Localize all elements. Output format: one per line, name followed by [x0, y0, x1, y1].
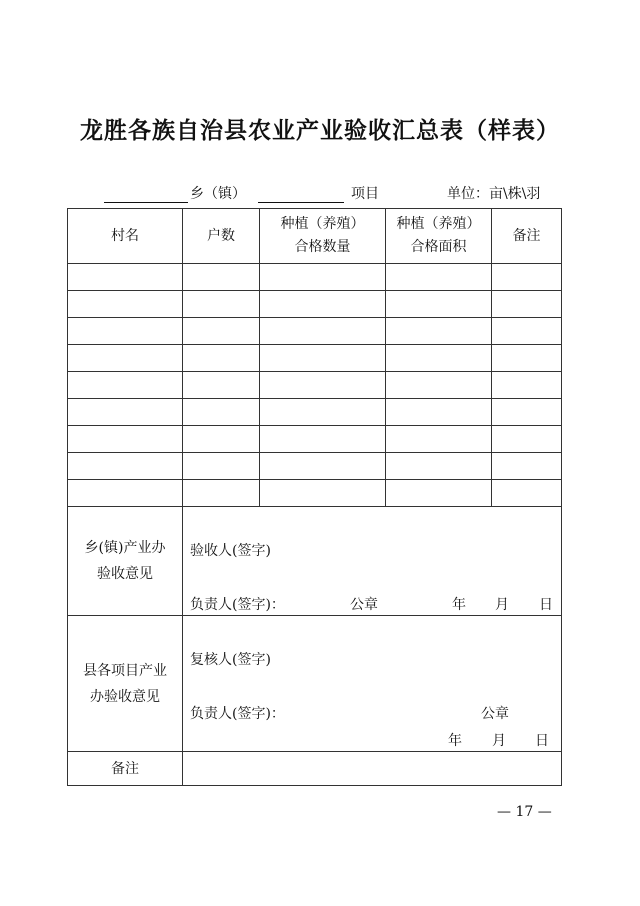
town-label: 乡（镇）: [190, 186, 246, 202]
remarks-row: [68, 752, 562, 786]
area-cell[interactable]: [386, 345, 492, 372]
village-cell[interactable]: [68, 372, 183, 399]
form-title: 龙胜各族自治县农业产业验收汇总表（样表）: [80, 118, 560, 144]
county-label-line1: 县各项目产业: [83, 662, 167, 679]
unit-label: 单位：亩\株\羽: [447, 186, 541, 202]
quantity-cell[interactable]: [260, 399, 386, 426]
households-cell[interactable]: [183, 453, 260, 480]
households-cell[interactable]: [183, 372, 260, 399]
county-year: 年: [448, 733, 462, 749]
town-blank-line: [104, 202, 188, 203]
village-cell[interactable]: [68, 480, 183, 507]
households-cell[interactable]: [183, 480, 260, 507]
table-row: [68, 372, 562, 399]
table-row: [68, 399, 562, 426]
households-cell[interactable]: [183, 426, 260, 453]
town-seal: 公章: [350, 597, 378, 613]
header-qualified-area: [386, 209, 492, 264]
table-row: [68, 264, 562, 291]
households-cell[interactable]: [183, 318, 260, 345]
remarks-cell[interactable]: [492, 264, 562, 291]
remarks-cell[interactable]: [492, 345, 562, 372]
town-month: 月: [495, 597, 509, 613]
village-cell[interactable]: [68, 345, 183, 372]
quantity-cell[interactable]: [260, 453, 386, 480]
remarks-cell[interactable]: [492, 426, 562, 453]
village-cell[interactable]: [68, 426, 183, 453]
remarks-cell[interactable]: [492, 318, 562, 345]
header-remarks: 备注: [492, 209, 562, 264]
remarks-label: 备注: [68, 752, 183, 786]
header-area-line1: 种植（养殖）: [396, 216, 481, 232]
town-inspector-signature: 验收人(签字): [190, 543, 271, 559]
table-row: [68, 453, 562, 480]
households-cell[interactable]: [183, 291, 260, 318]
households-cell[interactable]: [183, 399, 260, 426]
households-cell[interactable]: [183, 264, 260, 291]
area-cell[interactable]: [386, 480, 492, 507]
remarks-cell[interactable]: [492, 480, 562, 507]
header-qty-line2: 合格数量: [294, 239, 351, 255]
area-cell[interactable]: [386, 426, 492, 453]
village-cell[interactable]: [68, 399, 183, 426]
town-responsible-signature: 负责人(签字)：: [190, 597, 285, 613]
county-reviewer-signature: 复核人(签字): [190, 652, 271, 668]
header-households: 户数: [183, 209, 260, 264]
town-year: 年: [452, 597, 466, 613]
county-opinion-label: [68, 616, 183, 752]
header-area-line2: 合格面积: [410, 239, 467, 255]
county-opinion-field[interactable]: [183, 616, 562, 752]
table-row: [68, 291, 562, 318]
header-row: [68, 209, 562, 264]
quantity-cell[interactable]: [260, 426, 386, 453]
county-label-line2: 办验收意见: [90, 688, 160, 705]
quantity-cell[interactable]: [260, 480, 386, 507]
project-blank-line: [258, 202, 344, 203]
quantity-cell[interactable]: [260, 372, 386, 399]
page-number: — 17 —: [497, 804, 552, 820]
town-opinion-row: [68, 507, 562, 616]
town-day: 日: [539, 597, 553, 613]
table-row: [68, 318, 562, 345]
quantity-cell[interactable]: [260, 291, 386, 318]
quantity-cell[interactable]: [260, 345, 386, 372]
county-responsible-signature: 负责人(签字)：: [190, 706, 285, 722]
quantity-cell[interactable]: [260, 264, 386, 291]
village-cell[interactable]: [68, 291, 183, 318]
area-cell[interactable]: [386, 264, 492, 291]
quantity-cell[interactable]: [260, 318, 386, 345]
acceptance-summary-table: [67, 208, 562, 786]
village-cell[interactable]: [68, 453, 183, 480]
table-row: [68, 480, 562, 507]
households-cell[interactable]: [183, 345, 260, 372]
town-opinion-label: [68, 507, 183, 616]
county-month: 月: [492, 733, 506, 749]
town-opinion-field[interactable]: [183, 507, 562, 616]
area-cell[interactable]: [386, 453, 492, 480]
area-cell[interactable]: [386, 291, 492, 318]
remarks-cell[interactable]: [492, 453, 562, 480]
table-row: [68, 345, 562, 372]
project-label: 项目: [351, 186, 379, 202]
header-village: 村名: [68, 209, 183, 264]
area-cell[interactable]: [386, 318, 492, 345]
remarks-cell[interactable]: [492, 372, 562, 399]
town-label-line1: 乡(镇)产业办: [84, 540, 166, 556]
header-qty-line1: 种植（养殖）: [280, 216, 365, 232]
header-qualified-quantity: [260, 209, 386, 264]
village-cell[interactable]: [68, 318, 183, 345]
remarks-cell[interactable]: [492, 291, 562, 318]
remarks-field[interactable]: [183, 752, 562, 786]
county-seal: 公章: [481, 706, 509, 722]
county-opinion-row: [68, 616, 562, 752]
town-label-line2: 验收意见: [97, 566, 153, 582]
table-row: [68, 426, 562, 453]
village-cell[interactable]: [68, 264, 183, 291]
area-cell[interactable]: [386, 399, 492, 426]
area-cell[interactable]: [386, 372, 492, 399]
county-day: 日: [535, 733, 549, 749]
remarks-cell[interactable]: [492, 399, 562, 426]
